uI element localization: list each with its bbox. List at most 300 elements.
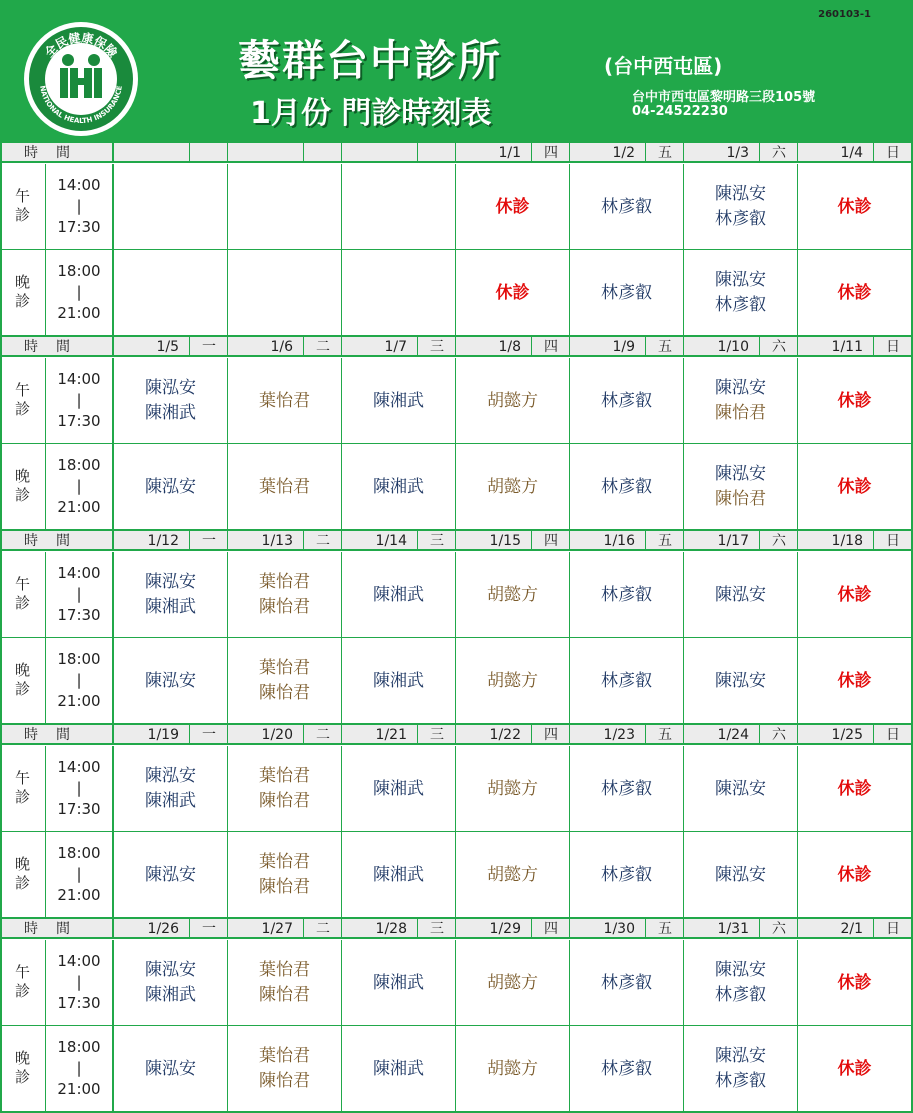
schedule-cell xyxy=(456,940,570,1026)
week-header-row xyxy=(0,531,913,551)
day-date: 1/13 xyxy=(228,531,304,551)
doctor-name: 陳湘武 xyxy=(373,390,424,411)
schedule-cell xyxy=(228,638,342,724)
document-code: 260103-1 xyxy=(818,9,871,20)
session-time-start: 18:00 xyxy=(57,844,101,862)
doctor-name: 陳湘武 xyxy=(373,584,424,605)
day-weekday: 六 xyxy=(772,921,786,937)
day-weekday xyxy=(190,143,228,163)
schedule-cell xyxy=(798,940,912,1026)
doctor-name: 陳湘武 xyxy=(145,791,196,811)
doctor-name: 陳泓安 xyxy=(715,184,766,204)
day-weekday: 一 xyxy=(202,339,216,355)
schedule-cell xyxy=(570,552,684,638)
session-time-start: 14:00 xyxy=(57,176,101,194)
day-header xyxy=(456,531,570,551)
schedule-cell xyxy=(684,638,798,724)
closed-label: 休診 xyxy=(837,584,872,605)
day-date: 1/15 xyxy=(456,531,532,551)
session-time-sep: | xyxy=(76,477,82,495)
schedule-cell xyxy=(228,250,342,336)
schedule-cell xyxy=(228,444,342,530)
doctor-name: 陳泓安 xyxy=(145,670,196,691)
table-border-left xyxy=(0,143,2,1113)
doctor-name: 胡懿方 xyxy=(487,476,538,497)
closed-label: 休診 xyxy=(837,670,872,691)
afternoon-session-hours xyxy=(46,358,114,444)
day-weekday: 三 xyxy=(430,921,444,937)
day-header xyxy=(456,337,570,357)
time-column-header: 時間 xyxy=(0,531,114,551)
schedule-cell xyxy=(798,746,912,832)
closed-label: 休診 xyxy=(837,1058,872,1079)
time-column-header: 時間 xyxy=(0,143,114,163)
doctor-name: 陳泓安 xyxy=(145,960,196,980)
doctor-name: 陳泓安 xyxy=(715,778,766,799)
schedule-cell xyxy=(798,1026,912,1112)
day-weekday: 二 xyxy=(316,921,330,937)
day-header xyxy=(570,725,684,745)
day-weekday: 四 xyxy=(544,727,558,743)
schedule-cell xyxy=(228,358,342,444)
session-time-sep: | xyxy=(76,391,82,409)
schedule-cell xyxy=(228,164,342,250)
doctor-name: 葉怡君 xyxy=(259,390,310,411)
session-time-sep: | xyxy=(76,973,82,991)
schedule-cell xyxy=(342,358,456,444)
doctor-name: 陳湘武 xyxy=(145,403,196,423)
day-date: 1/25 xyxy=(798,725,874,745)
day-header xyxy=(570,531,684,551)
schedule-cell xyxy=(114,358,228,444)
svg-text:NATIONAL HEALTH INSURANCE: NATIONAL HEALTH INSURANCE xyxy=(38,84,124,126)
day-weekday: 五 xyxy=(658,145,672,161)
session-time-end: 17:30 xyxy=(57,994,101,1012)
schedule-cell xyxy=(684,250,798,336)
schedule-cell xyxy=(228,1026,342,1112)
closed-label: 休診 xyxy=(495,282,530,303)
doctor-name: 陳泓安 xyxy=(715,670,766,691)
closed-label: 休診 xyxy=(837,778,872,799)
day-date: 1/3 xyxy=(684,143,760,163)
doctor-name: 林彥叡 xyxy=(601,778,652,799)
evening-session-label: 晚診 xyxy=(0,444,46,530)
day-date xyxy=(228,143,304,163)
day-header xyxy=(228,337,342,357)
day-header xyxy=(228,919,342,939)
schedule-cell xyxy=(114,444,228,530)
doctor-name: 林彥叡 xyxy=(715,1071,766,1091)
day-weekday: 二 xyxy=(316,339,330,355)
day-date: 1/17 xyxy=(684,531,760,551)
schedule-cell xyxy=(570,1026,684,1112)
schedule-cell xyxy=(114,638,228,724)
session-time-start: 14:00 xyxy=(57,758,101,776)
session-time-start: 14:00 xyxy=(57,564,101,582)
doctor-name: 陳湘武 xyxy=(373,972,424,993)
day-date: 1/12 xyxy=(114,531,190,551)
day-header xyxy=(798,531,912,551)
schedule-cell xyxy=(798,250,912,336)
schedule-cell xyxy=(570,358,684,444)
doctor-name: 陳湘武 xyxy=(373,864,424,885)
session-time-end: 21:00 xyxy=(57,498,101,516)
day-header xyxy=(342,919,456,939)
schedule-cell xyxy=(456,358,570,444)
doctor-name: 陳泓安 xyxy=(715,378,766,398)
day-header xyxy=(342,725,456,745)
doctor-name: 林彥叡 xyxy=(601,864,652,885)
schedule-cell xyxy=(342,940,456,1026)
day-date: 1/11 xyxy=(798,337,874,357)
afternoon-session-label: 午診 xyxy=(0,552,46,638)
evening-session-label: 晚診 xyxy=(0,250,46,336)
closed-label: 休診 xyxy=(837,390,872,411)
day-header xyxy=(114,337,228,357)
doctor-name: 林彥叡 xyxy=(601,670,652,691)
week-block xyxy=(0,337,913,531)
day-date: 1/29 xyxy=(456,919,532,939)
doctor-name: 陳泓安 xyxy=(715,960,766,980)
day-header xyxy=(456,143,570,163)
week-block xyxy=(0,143,913,337)
schedule-cell xyxy=(228,940,342,1026)
day-weekday: 六 xyxy=(772,339,786,355)
schedule-cell xyxy=(684,552,798,638)
day-date: 1/23 xyxy=(570,725,646,745)
session-time-start: 18:00 xyxy=(57,1038,101,1056)
day-header xyxy=(342,143,456,163)
day-weekday: 日 xyxy=(886,339,900,355)
evening-session-hours xyxy=(46,444,114,530)
closed-label: 休診 xyxy=(495,196,530,217)
doctor-name: 陳泓安 xyxy=(715,270,766,290)
afternoon-session-row xyxy=(0,164,913,250)
doctor-name: 陳湘武 xyxy=(373,670,424,691)
closed-label: 休診 xyxy=(837,282,872,303)
day-weekday: 日 xyxy=(886,145,900,161)
doctor-name: 陳湘武 xyxy=(373,476,424,497)
afternoon-session-hours xyxy=(46,164,114,250)
day-header xyxy=(114,143,228,163)
district-label: (台中西屯區) xyxy=(604,54,723,78)
session-time-end: 17:30 xyxy=(57,218,101,236)
day-date: 1/10 xyxy=(684,337,760,357)
day-weekday: 日 xyxy=(886,727,900,743)
day-date: 1/8 xyxy=(456,337,532,357)
day-header xyxy=(798,143,912,163)
week-header-row xyxy=(0,337,913,357)
doctor-name: 林彥叡 xyxy=(715,295,766,315)
doctor-name: 胡懿方 xyxy=(487,778,538,799)
schedule-cell xyxy=(798,552,912,638)
national-health-insurance-logo-icon xyxy=(22,20,140,138)
afternoon-session-row xyxy=(0,746,913,832)
doctor-name: 林彥叡 xyxy=(601,282,652,303)
day-date: 1/31 xyxy=(684,919,760,939)
schedule-cell xyxy=(342,1026,456,1112)
afternoon-session-hours xyxy=(46,552,114,638)
time-column-header: 時間 xyxy=(0,337,114,357)
doctor-name: 胡懿方 xyxy=(487,670,538,691)
afternoon-session-hours xyxy=(46,940,114,1026)
day-date: 1/16 xyxy=(570,531,646,551)
day-date xyxy=(342,143,418,163)
closed-label: 休診 xyxy=(837,196,872,217)
doctor-name: 陳湘武 xyxy=(373,778,424,799)
doctor-name: 林彥叡 xyxy=(601,390,652,411)
day-weekday: 六 xyxy=(772,145,786,161)
schedule-cell xyxy=(114,1026,228,1112)
schedule-cell xyxy=(114,552,228,638)
day-weekday: 六 xyxy=(772,533,786,549)
day-weekday: 四 xyxy=(544,145,558,161)
doctor-name: 陳怡君 xyxy=(259,877,310,897)
schedule-cell xyxy=(684,164,798,250)
session-time-sep: | xyxy=(76,283,82,301)
schedule-cell xyxy=(570,940,684,1026)
doctor-name: 林彥叡 xyxy=(601,972,652,993)
session-time-sep: | xyxy=(76,585,82,603)
session-time-start: 14:00 xyxy=(57,952,101,970)
doctor-name: 胡懿方 xyxy=(487,864,538,885)
svg-text:全民健康保險: 全民健康保險 xyxy=(41,30,121,61)
afternoon-session-row xyxy=(0,940,913,1026)
session-time-end: 17:30 xyxy=(57,800,101,818)
doctor-name: 胡懿方 xyxy=(487,972,538,993)
session-time-start: 14:00 xyxy=(57,370,101,388)
doctor-name: 陳泓安 xyxy=(715,1046,766,1066)
schedule-cell xyxy=(570,444,684,530)
doctor-name: 葉怡君 xyxy=(259,766,310,786)
doctor-name: 陳泓安 xyxy=(145,864,196,885)
week-block xyxy=(0,531,913,725)
schedule-cell xyxy=(228,832,342,918)
doctor-name: 葉怡君 xyxy=(259,658,310,678)
schedule-cell xyxy=(342,746,456,832)
day-header xyxy=(342,531,456,551)
day-date: 1/21 xyxy=(342,725,418,745)
doctor-name: 胡懿方 xyxy=(487,390,538,411)
doctor-name: 胡懿方 xyxy=(487,1058,538,1079)
week-header-row xyxy=(0,725,913,745)
doctor-name: 葉怡君 xyxy=(259,852,310,872)
time-column-header: 時間 xyxy=(0,919,114,939)
doctor-name: 林彥叡 xyxy=(601,584,652,605)
schedule-cell xyxy=(342,444,456,530)
schedule-cell xyxy=(456,250,570,336)
day-date: 1/27 xyxy=(228,919,304,939)
day-header xyxy=(570,143,684,163)
schedule-cell xyxy=(684,358,798,444)
schedule-cell xyxy=(114,940,228,1026)
doctor-name: 陳怡君 xyxy=(259,597,310,617)
clinic-address: 台中市西屯區黎明路三段105號 xyxy=(632,90,816,105)
schedule-cell xyxy=(570,832,684,918)
doctor-name: 陳怡君 xyxy=(259,683,310,703)
afternoon-session-label: 午診 xyxy=(0,358,46,444)
schedule-cell xyxy=(342,250,456,336)
session-time-sep: | xyxy=(76,197,82,215)
day-weekday: 五 xyxy=(658,339,672,355)
session-time-end: 21:00 xyxy=(57,304,101,322)
session-time-sep: | xyxy=(76,1059,82,1077)
schedule-cell xyxy=(684,1026,798,1112)
doctor-name: 陳泓安 xyxy=(715,584,766,605)
day-header xyxy=(570,337,684,357)
doctor-name: 葉怡君 xyxy=(259,572,310,592)
day-date: 1/28 xyxy=(342,919,418,939)
day-date: 1/9 xyxy=(570,337,646,357)
afternoon-session-hours xyxy=(46,746,114,832)
week-header-row xyxy=(0,143,913,163)
session-time-start: 18:00 xyxy=(57,262,101,280)
day-weekday: 三 xyxy=(430,533,444,549)
doctor-name: 陳怡君 xyxy=(259,1071,310,1091)
schedule-cell xyxy=(570,250,684,336)
day-date: 1/22 xyxy=(456,725,532,745)
day-header xyxy=(456,919,570,939)
schedule-cell xyxy=(684,832,798,918)
day-weekday: 三 xyxy=(430,339,444,355)
session-time-sep: | xyxy=(76,779,82,797)
schedule-cell xyxy=(456,832,570,918)
day-header xyxy=(798,337,912,357)
day-header xyxy=(456,725,570,745)
afternoon-session-label: 午診 xyxy=(0,746,46,832)
day-date: 1/30 xyxy=(570,919,646,939)
evening-session-label: 晚診 xyxy=(0,832,46,918)
session-time-end: 17:30 xyxy=(57,412,101,430)
closed-label: 休診 xyxy=(837,476,872,497)
doctor-name: 陳怡君 xyxy=(715,489,766,509)
schedule-title: 1月份 門診時刻表 xyxy=(250,96,492,131)
day-date: 2/1 xyxy=(798,919,874,939)
day-weekday: 二 xyxy=(316,533,330,549)
session-time-end: 21:00 xyxy=(57,1080,101,1098)
doctor-name: 林彥叡 xyxy=(715,209,766,229)
day-header xyxy=(114,725,228,745)
day-date: 1/19 xyxy=(114,725,190,745)
day-header xyxy=(684,531,798,551)
day-weekday: 五 xyxy=(658,533,672,549)
schedule-cell xyxy=(114,164,228,250)
doctor-name: 陳泓安 xyxy=(145,572,196,592)
schedule-cell xyxy=(228,552,342,638)
session-time-end: 17:30 xyxy=(57,606,101,624)
schedule-cell xyxy=(570,746,684,832)
day-weekday: 一 xyxy=(202,921,216,937)
day-weekday: 三 xyxy=(430,727,444,743)
day-header xyxy=(684,337,798,357)
doctor-name: 陳泓安 xyxy=(145,476,196,497)
day-date: 1/24 xyxy=(684,725,760,745)
afternoon-session-label: 午診 xyxy=(0,164,46,250)
schedule-cell xyxy=(798,444,912,530)
doctor-name: 葉怡君 xyxy=(259,960,310,980)
day-header xyxy=(798,919,912,939)
day-weekday: 六 xyxy=(772,727,786,743)
day-date: 1/6 xyxy=(228,337,304,357)
evening-session-hours xyxy=(46,638,114,724)
day-header xyxy=(570,919,684,939)
day-weekday xyxy=(418,143,456,163)
day-weekday: 四 xyxy=(544,921,558,937)
day-weekday: 五 xyxy=(658,921,672,937)
day-header xyxy=(684,725,798,745)
schedule-cell xyxy=(684,746,798,832)
closed-label: 休診 xyxy=(837,864,872,885)
schedule-cell xyxy=(456,552,570,638)
session-time-end: 21:00 xyxy=(57,886,101,904)
clinic-name: 藝群台中診所 xyxy=(238,36,503,85)
day-header xyxy=(114,919,228,939)
day-date: 1/5 xyxy=(114,337,190,357)
evening-session-row xyxy=(0,444,913,530)
evening-session-label: 晚診 xyxy=(0,638,46,724)
doctor-name: 陳怡君 xyxy=(259,791,310,811)
doctor-name: 林彥叡 xyxy=(715,985,766,1005)
day-date: 1/18 xyxy=(798,531,874,551)
evening-session-hours xyxy=(46,250,114,336)
day-date xyxy=(114,143,190,163)
schedule-cell xyxy=(570,164,684,250)
week-block xyxy=(0,725,913,919)
evening-session-hours xyxy=(46,832,114,918)
day-header xyxy=(228,725,342,745)
doctor-name: 陳怡君 xyxy=(259,985,310,1005)
day-weekday: 一 xyxy=(202,727,216,743)
schedule-cell xyxy=(114,746,228,832)
doctor-name: 林彥叡 xyxy=(601,196,652,217)
session-time-sep: | xyxy=(76,671,82,689)
doctor-name: 陳泓安 xyxy=(145,378,196,398)
time-column-header: 時間 xyxy=(0,725,114,745)
day-weekday: 一 xyxy=(202,533,216,549)
doctor-name: 陳泓安 xyxy=(715,464,766,484)
week-block xyxy=(0,919,913,1113)
schedule-cell xyxy=(798,832,912,918)
schedule-cell xyxy=(342,552,456,638)
evening-session-row xyxy=(0,638,913,724)
day-weekday: 四 xyxy=(544,339,558,355)
day-date: 1/20 xyxy=(228,725,304,745)
schedule-cell xyxy=(114,250,228,336)
page-header xyxy=(0,0,913,143)
week-header-row xyxy=(0,919,913,939)
day-date: 1/7 xyxy=(342,337,418,357)
clinic-phone: 04-24522230 xyxy=(632,104,728,119)
schedule-cell xyxy=(342,832,456,918)
schedule-table xyxy=(0,143,913,1113)
day-weekday xyxy=(304,143,342,163)
schedule-cell xyxy=(342,164,456,250)
schedule-cell xyxy=(684,940,798,1026)
schedule-cell xyxy=(114,832,228,918)
schedule-cell xyxy=(456,444,570,530)
session-time-start: 18:00 xyxy=(57,650,101,668)
schedule-cell xyxy=(342,638,456,724)
doctor-name: 葉怡君 xyxy=(259,1046,310,1066)
day-date: 1/26 xyxy=(114,919,190,939)
day-header xyxy=(228,143,342,163)
day-header xyxy=(228,531,342,551)
doctor-name: 葉怡君 xyxy=(259,476,310,497)
evening-session-label: 晚診 xyxy=(0,1026,46,1112)
evening-session-row xyxy=(0,250,913,336)
schedule-cell xyxy=(798,164,912,250)
evening-session-hours xyxy=(46,1026,114,1112)
